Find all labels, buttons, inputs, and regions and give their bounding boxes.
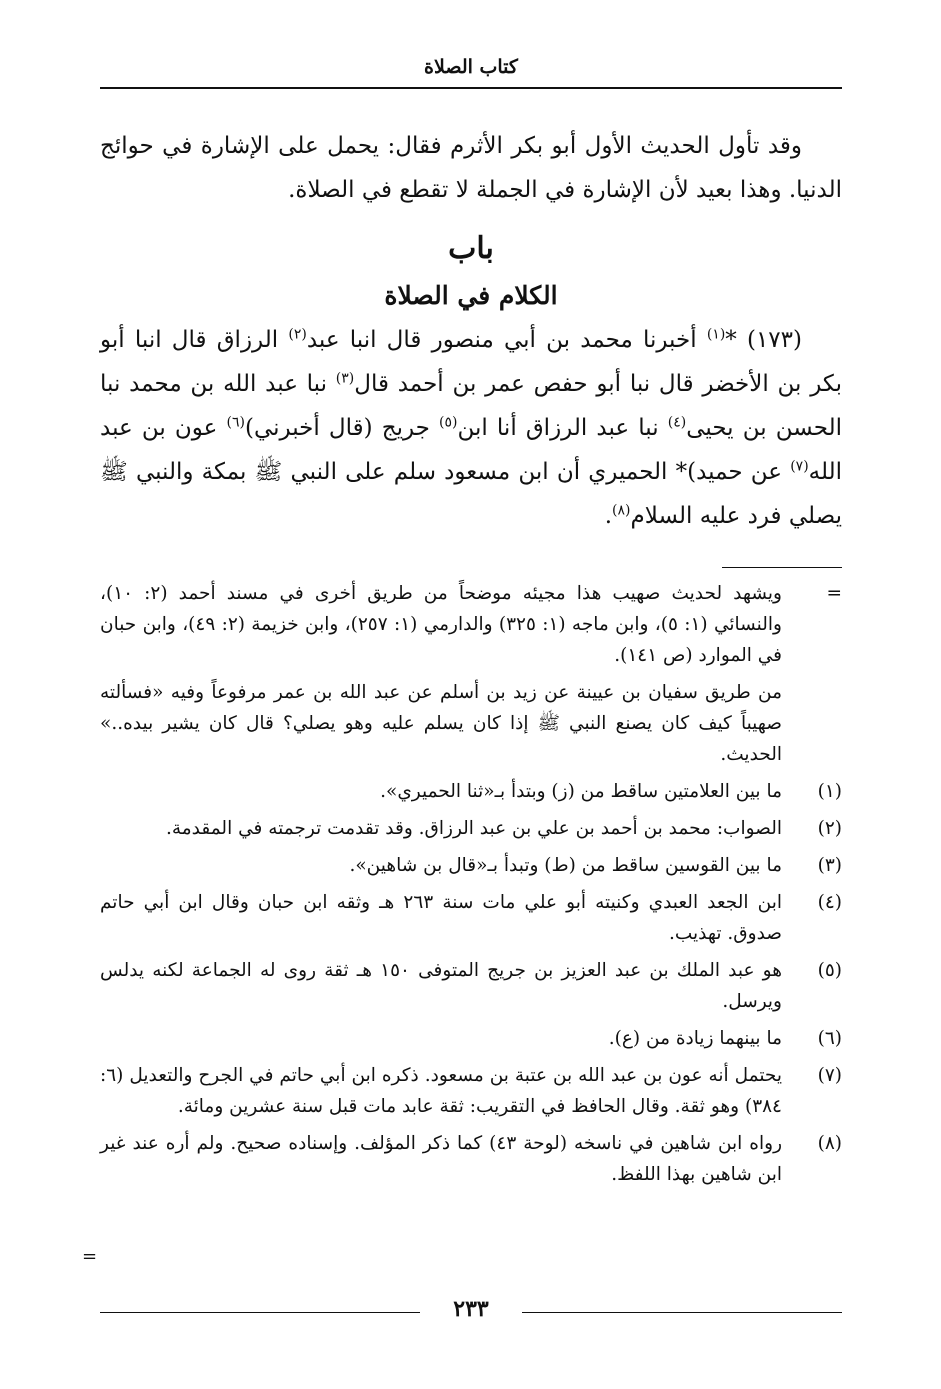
footnote-item — [100, 776, 842, 807]
main-text — [100, 124, 842, 538]
page-number: ٢٣٣ — [453, 1296, 489, 1322]
footnote-item — [100, 955, 842, 1017]
footnote-number: (٨) — [817, 1133, 842, 1154]
footnote-item — [100, 850, 842, 881]
footnote-number: (٧) — [817, 1065, 842, 1086]
footnote-item — [100, 1128, 842, 1190]
hadith-text: جريج (قال أخبرني) — [245, 415, 440, 441]
footnote-text: ابن الجعد العبدي وكنيته أبو علي مات سنة ٢٦٣ هـ وثقه ابن حبان وقال ابن أبي حاتم صدوق. تهذيب. — [100, 892, 782, 944]
footnote-item — [100, 887, 842, 949]
footnotes — [100, 578, 842, 1196]
footnote-text: ما بين العلامتين ساقط من (ز) وبتدأ بـ«ثنا الحميري». — [380, 781, 782, 802]
footnote-continuation-text: من طريق سفيان بن عيينة عن زيد بن أسلم عن عبد الله بن عمر مرفوعاً وفيه «فسألته صهيباً كيف كان يصنع النبي ﷺ إذا كان يسلم عليه وهو يصلي؟ قال كان يشير بيده..» الحديث. — [100, 682, 782, 765]
footnote-text: ما بين القوسين ساقط من (ط) وتبدأ بـ«قال بن شاهين». — [349, 855, 782, 876]
footnote-ref-3: (٣) — [335, 370, 355, 387]
footnote-text: يحتمل أنه عون بن عبد الله بن عتبة بن مسعود. ذكره ابن أبي حاتم في الجرح والتعديل (٦: ٣٨٤) وهو ثقة. وقال الحافظ في التقريب: ثقة عابد مات قبل سنة عشرين ومائة. — [100, 1065, 782, 1117]
footnote-number: (٦) — [817, 1028, 842, 1049]
footnote-number: (٣) — [817, 855, 842, 876]
footnote-number: (١) — [817, 781, 842, 802]
footnote-number: (٢) — [817, 818, 842, 839]
footer-rule-right — [522, 1312, 842, 1313]
footnote-continuation-text: ويشهد لحديث صهيب هذا مجيئه موضحاً من طريق أخرى في مسند أحمد (٢: ١٠)، والنسائي (١: ٥)، وابن ماجه (١: ٣٢٥) والدارمي (١: ٢٥٧)، وابن خزيمة (٢: ٤٩)، وابن حبان في الموارد (ص ١٤١). — [100, 583, 782, 666]
footnote-text: رواه ابن شاهين في ناسخه (لوحة ٤٣) كما ذكر المؤلف. وإسناده صحيح. ولم أره عند غير ابن شاهين بهذا اللفظ. — [100, 1133, 782, 1185]
footnote-continuation — [100, 578, 842, 671]
footnote-item — [100, 1060, 842, 1122]
hadith-text: أخبرنا محمد بن أبي منصور قال انبا عبد — [306, 327, 707, 353]
intro-paragraph: وقد تأول الحديث الأول أبو بكر الأثرم فقال: يحمل على الإشارة في حوائج الدنيا. وهذا بعيد لأن الإشارة في الجملة لا تقطع في الصلاة. — [100, 133, 842, 203]
continuation-mark: = — [82, 1246, 98, 1267]
hadith-text: نبا عبد الرزاق أنا ابن — [457, 415, 668, 441]
footnote-text: الصواب: محمد بن أحمد بن علي بن عبد الرزاق. وقد تقدمت ترجمته في المقدمة. — [165, 818, 782, 839]
footnote-ref-7: (٧) — [790, 458, 809, 475]
running-header-title: كتاب الصلاة — [424, 56, 518, 78]
footnote-item — [100, 1023, 842, 1054]
hadith-number: (١٧٣) * — [725, 327, 802, 353]
footnote-item — [100, 813, 842, 844]
hadith-text: نبا عبد الله بن محمد نبا الحسن بن يحيى — [100, 371, 843, 441]
hadith-text: الرزاق قال انبا أبو بكر بن الأخضر قال نبا أبو حفص عمر بن أحمد قال — [100, 327, 842, 397]
page-footer — [100, 1296, 842, 1326]
footnote-ref-4: (٤) — [667, 414, 687, 431]
footnote-text: هو عبد الملك بن عبد العزيز بن جريج المتوفى ١٥٠ هـ ثقة روى له الجماعة لكنه يدلس ويرسل. — [100, 960, 782, 1012]
footnote-ref-1: (١) — [706, 326, 726, 343]
hadith-text: . — [604, 503, 613, 529]
chapter-title: الكلام في الصلاة — [384, 281, 558, 310]
footnote-ref-2: (٢) — [288, 326, 307, 343]
footnote-number: (٤) — [817, 892, 842, 913]
hadith-paragraph — [100, 318, 842, 538]
footnote-text: ما بينهما زيادة من (ع). — [608, 1028, 782, 1049]
continuation-mark: = — [826, 583, 842, 604]
chapter-heading: باب — [448, 231, 494, 266]
footnote-ref-6: (٦) — [226, 414, 245, 431]
hadith-text: عون بن عبد الله — [100, 415, 842, 485]
footnote-separator — [722, 567, 842, 568]
header-rule — [100, 87, 842, 89]
hadith-text: عن حميد)* الحميري أن ابن مسعود سلم على النبي ﷺ بمكة والنبي ﷺ يصلي فرد عليه السلام — [100, 459, 842, 529]
footnote-number: (٥) — [817, 960, 842, 981]
footnote-ref-5: (٥) — [439, 414, 458, 431]
footnote-ref-8: (٨) — [612, 502, 631, 519]
